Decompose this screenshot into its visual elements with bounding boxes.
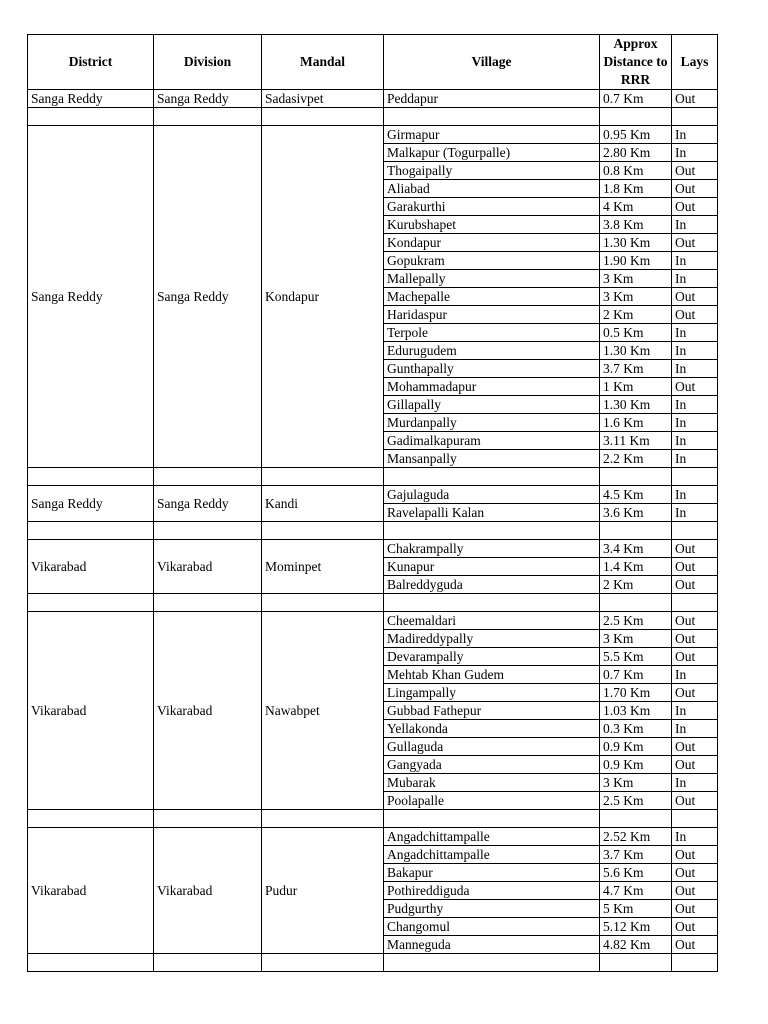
- lays-cell: Out: [672, 90, 718, 108]
- empty-cell: [262, 594, 384, 612]
- distance-cell: 3 Km: [600, 774, 672, 792]
- village-cell: Yellakonda: [384, 720, 600, 738]
- distance-cell: 3 Km: [600, 630, 672, 648]
- district-cell: Vikarabad: [28, 540, 154, 594]
- distance-cell: 3 Km: [600, 288, 672, 306]
- mandal-cell: Nawabpet: [262, 612, 384, 810]
- lays-cell: In: [672, 270, 718, 288]
- lays-cell: Out: [672, 882, 718, 900]
- distance-cell: 4.7 Km: [600, 882, 672, 900]
- village-cell: Malkapur (Togurpalle): [384, 144, 600, 162]
- distance-cell: 4.5 Km: [600, 486, 672, 504]
- distance-cell: 3.4 Km: [600, 540, 672, 558]
- lays-cell: Out: [672, 900, 718, 918]
- empty-cell: [672, 810, 718, 828]
- distance-cell: 3.7 Km: [600, 846, 672, 864]
- village-cell: Lingampally: [384, 684, 600, 702]
- distance-cell: 5.12 Km: [600, 918, 672, 936]
- mandal-cell: Sadasivpet: [262, 90, 384, 108]
- village-cell: Garakurthi: [384, 198, 600, 216]
- empty-cell: [28, 810, 154, 828]
- lays-cell: In: [672, 774, 718, 792]
- lays-cell: In: [672, 396, 718, 414]
- lays-cell: Out: [672, 738, 718, 756]
- lays-cell: In: [672, 504, 718, 522]
- village-cell: Gangyada: [384, 756, 600, 774]
- village-cell: Pudgurthy: [384, 900, 600, 918]
- village-cell: Gopukram: [384, 252, 600, 270]
- lays-cell: In: [672, 144, 718, 162]
- empty-cell: [600, 468, 672, 486]
- empty-cell: [28, 594, 154, 612]
- lays-cell: In: [672, 720, 718, 738]
- empty-cell: [600, 594, 672, 612]
- table-header: [28, 35, 718, 90]
- distance-cell: 5.5 Km: [600, 648, 672, 666]
- distance-cell: 3.6 Km: [600, 504, 672, 522]
- lays-cell: Out: [672, 162, 718, 180]
- spacer-row: [28, 522, 718, 540]
- empty-cell: [28, 108, 154, 126]
- empty-cell: [154, 954, 262, 972]
- village-cell: Chakrampally: [384, 540, 600, 558]
- distance-cell: 0.5 Km: [600, 324, 672, 342]
- division-cell: Vikarabad: [154, 540, 262, 594]
- empty-cell: [672, 954, 718, 972]
- lays-cell: Out: [672, 612, 718, 630]
- division-cell: Sanga Reddy: [154, 486, 262, 522]
- empty-cell: [154, 522, 262, 540]
- village-cell: Kunapur: [384, 558, 600, 576]
- distance-cell: 4.82 Km: [600, 936, 672, 954]
- lays-cell: Out: [672, 756, 718, 774]
- empty-cell: [384, 522, 600, 540]
- village-cell: Mohammadapur: [384, 378, 600, 396]
- lays-cell: Out: [672, 234, 718, 252]
- header-village: Village: [384, 35, 600, 90]
- lays-cell: In: [672, 486, 718, 504]
- table-body: [28, 90, 718, 972]
- lays-cell: In: [672, 828, 718, 846]
- village-cell: Mansanpally: [384, 450, 600, 468]
- lays-cell: Out: [672, 558, 718, 576]
- empty-cell: [28, 468, 154, 486]
- distance-cell: 1.70 Km: [600, 684, 672, 702]
- distance-cell: 0.8 Km: [600, 162, 672, 180]
- village-cell: Gajulaguda: [384, 486, 600, 504]
- distance-cell: 1.8 Km: [600, 180, 672, 198]
- empty-cell: [154, 810, 262, 828]
- table-row: [28, 90, 718, 108]
- village-cell: Aliabad: [384, 180, 600, 198]
- division-cell: Vikarabad: [154, 612, 262, 810]
- village-cell: Mallepally: [384, 270, 600, 288]
- empty-cell: [672, 522, 718, 540]
- lays-cell: In: [672, 324, 718, 342]
- lays-cell: In: [672, 126, 718, 144]
- table-row: [28, 486, 718, 504]
- spacer-row: [28, 810, 718, 828]
- village-cell: Ravelapalli Kalan: [384, 504, 600, 522]
- empty-cell: [672, 594, 718, 612]
- spacer-row: [28, 468, 718, 486]
- distance-cell: 0.9 Km: [600, 756, 672, 774]
- lays-cell: Out: [672, 918, 718, 936]
- village-cell: Mehtab Khan Gudem: [384, 666, 600, 684]
- distance-cell: 0.3 Km: [600, 720, 672, 738]
- village-cell: Cheemaldari: [384, 612, 600, 630]
- distance-cell: 2.52 Km: [600, 828, 672, 846]
- table-row: [28, 612, 718, 630]
- mandal-cell: Kandi: [262, 486, 384, 522]
- village-cell: Gadimalkapuram: [384, 432, 600, 450]
- lays-cell: In: [672, 414, 718, 432]
- village-cell: Balreddyguda: [384, 576, 600, 594]
- lays-cell: Out: [672, 576, 718, 594]
- empty-cell: [28, 954, 154, 972]
- distance-cell: 0.9 Km: [600, 738, 672, 756]
- lays-cell: Out: [672, 540, 718, 558]
- empty-cell: [154, 108, 262, 126]
- lays-cell: Out: [672, 378, 718, 396]
- header-mandal: Mandal: [262, 35, 384, 90]
- lays-cell: Out: [672, 936, 718, 954]
- empty-cell: [262, 108, 384, 126]
- village-cell: Devarampally: [384, 648, 600, 666]
- lays-cell: In: [672, 216, 718, 234]
- lays-cell: In: [672, 360, 718, 378]
- village-cell: Thogaipally: [384, 162, 600, 180]
- distance-cell: 1.30 Km: [600, 234, 672, 252]
- village-cell: Peddapur: [384, 90, 600, 108]
- distance-cell: 5 Km: [600, 900, 672, 918]
- village-cell: Pothireddiguda: [384, 882, 600, 900]
- village-cell: Terpole: [384, 324, 600, 342]
- table-row: [28, 126, 718, 144]
- lays-cell: Out: [672, 198, 718, 216]
- village-cell: Angadchittampalle: [384, 846, 600, 864]
- village-cell: Edurugudem: [384, 342, 600, 360]
- village-cell: Gubbad Fathepur: [384, 702, 600, 720]
- header-distance: Approx Distance to RRR: [600, 35, 672, 90]
- empty-cell: [600, 108, 672, 126]
- distance-cell: 1 Km: [600, 378, 672, 396]
- empty-cell: [600, 522, 672, 540]
- distance-cell: 5.6 Km: [600, 864, 672, 882]
- empty-cell: [600, 954, 672, 972]
- district-cell: Sanga Reddy: [28, 90, 154, 108]
- empty-cell: [154, 594, 262, 612]
- lays-cell: In: [672, 432, 718, 450]
- division-cell: Sanga Reddy: [154, 90, 262, 108]
- empty-cell: [384, 468, 600, 486]
- distance-cell: 3.7 Km: [600, 360, 672, 378]
- distance-cell: 0.95 Km: [600, 126, 672, 144]
- distance-cell: 3.8 Km: [600, 216, 672, 234]
- empty-cell: [384, 954, 600, 972]
- village-cell: Kondapur: [384, 234, 600, 252]
- lays-cell: In: [672, 252, 718, 270]
- village-cell: Poolapalle: [384, 792, 600, 810]
- lays-cell: In: [672, 450, 718, 468]
- distance-cell: 1.30 Km: [600, 396, 672, 414]
- village-cell: Murdanpally: [384, 414, 600, 432]
- mandal-cell: Kondapur: [262, 126, 384, 468]
- distance-cell: 1.4 Km: [600, 558, 672, 576]
- header-lays: Lays: [672, 35, 718, 90]
- empty-cell: [672, 108, 718, 126]
- lays-cell: In: [672, 702, 718, 720]
- distance-cell: 3 Km: [600, 270, 672, 288]
- village-cell: Haridaspur: [384, 306, 600, 324]
- empty-cell: [384, 108, 600, 126]
- empty-cell: [154, 468, 262, 486]
- mandal-cell: Mominpet: [262, 540, 384, 594]
- spacer-row: [28, 108, 718, 126]
- district-cell: Sanga Reddy: [28, 126, 154, 468]
- distance-cell: 1.03 Km: [600, 702, 672, 720]
- distance-cell: 0.7 Km: [600, 90, 672, 108]
- header-division: Division: [154, 35, 262, 90]
- distance-cell: 1.90 Km: [600, 252, 672, 270]
- distance-cell: 3.11 Km: [600, 432, 672, 450]
- lays-cell: In: [672, 342, 718, 360]
- village-cell: Girmapur: [384, 126, 600, 144]
- lays-cell: Out: [672, 288, 718, 306]
- distance-cell: 2.80 Km: [600, 144, 672, 162]
- lays-cell: Out: [672, 630, 718, 648]
- table-row: [28, 540, 718, 558]
- empty-cell: [384, 810, 600, 828]
- district-cell: Sanga Reddy: [28, 486, 154, 522]
- lays-cell: Out: [672, 180, 718, 198]
- lays-cell: Out: [672, 792, 718, 810]
- village-cell: Changomul: [384, 918, 600, 936]
- distance-cell: 2.2 Km: [600, 450, 672, 468]
- village-cell: Gunthapally: [384, 360, 600, 378]
- village-cell: Kurubshapet: [384, 216, 600, 234]
- division-cell: Sanga Reddy: [154, 126, 262, 468]
- distance-cell: 4 Km: [600, 198, 672, 216]
- empty-cell: [672, 468, 718, 486]
- empty-cell: [600, 810, 672, 828]
- distance-cell: 1.6 Km: [600, 414, 672, 432]
- distance-cell: 1.30 Km: [600, 342, 672, 360]
- empty-cell: [28, 522, 154, 540]
- village-cell: Madireddypally: [384, 630, 600, 648]
- mandal-cell: Pudur: [262, 828, 384, 954]
- empty-cell: [384, 594, 600, 612]
- table-row: [28, 828, 718, 846]
- empty-cell: [262, 522, 384, 540]
- distance-cell: 2 Km: [600, 576, 672, 594]
- village-cell: Mubarak: [384, 774, 600, 792]
- empty-cell: [262, 468, 384, 486]
- village-cell: Gillapally: [384, 396, 600, 414]
- lays-cell: Out: [672, 648, 718, 666]
- village-cell: Angadchittampalle: [384, 828, 600, 846]
- spacer-row: [28, 594, 718, 612]
- lays-cell: In: [672, 666, 718, 684]
- village-cell: Gullaguda: [384, 738, 600, 756]
- lays-cell: Out: [672, 306, 718, 324]
- lays-cell: Out: [672, 846, 718, 864]
- lays-cell: Out: [672, 684, 718, 702]
- header-district: District: [28, 35, 154, 90]
- division-cell: Vikarabad: [154, 828, 262, 954]
- empty-cell: [262, 954, 384, 972]
- distance-cell: 2.5 Km: [600, 792, 672, 810]
- header-row: [28, 35, 718, 90]
- village-cell: Bakapur: [384, 864, 600, 882]
- distance-cell: 0.7 Km: [600, 666, 672, 684]
- district-cell: Vikarabad: [28, 828, 154, 954]
- empty-cell: [262, 810, 384, 828]
- distance-cell: 2.5 Km: [600, 612, 672, 630]
- spacer-row: [28, 954, 718, 972]
- village-cell: Manneguda: [384, 936, 600, 954]
- village-cell: Machepalle: [384, 288, 600, 306]
- village-distance-table: [27, 34, 718, 972]
- district-cell: Vikarabad: [28, 612, 154, 810]
- lays-cell: Out: [672, 864, 718, 882]
- distance-cell: 2 Km: [600, 306, 672, 324]
